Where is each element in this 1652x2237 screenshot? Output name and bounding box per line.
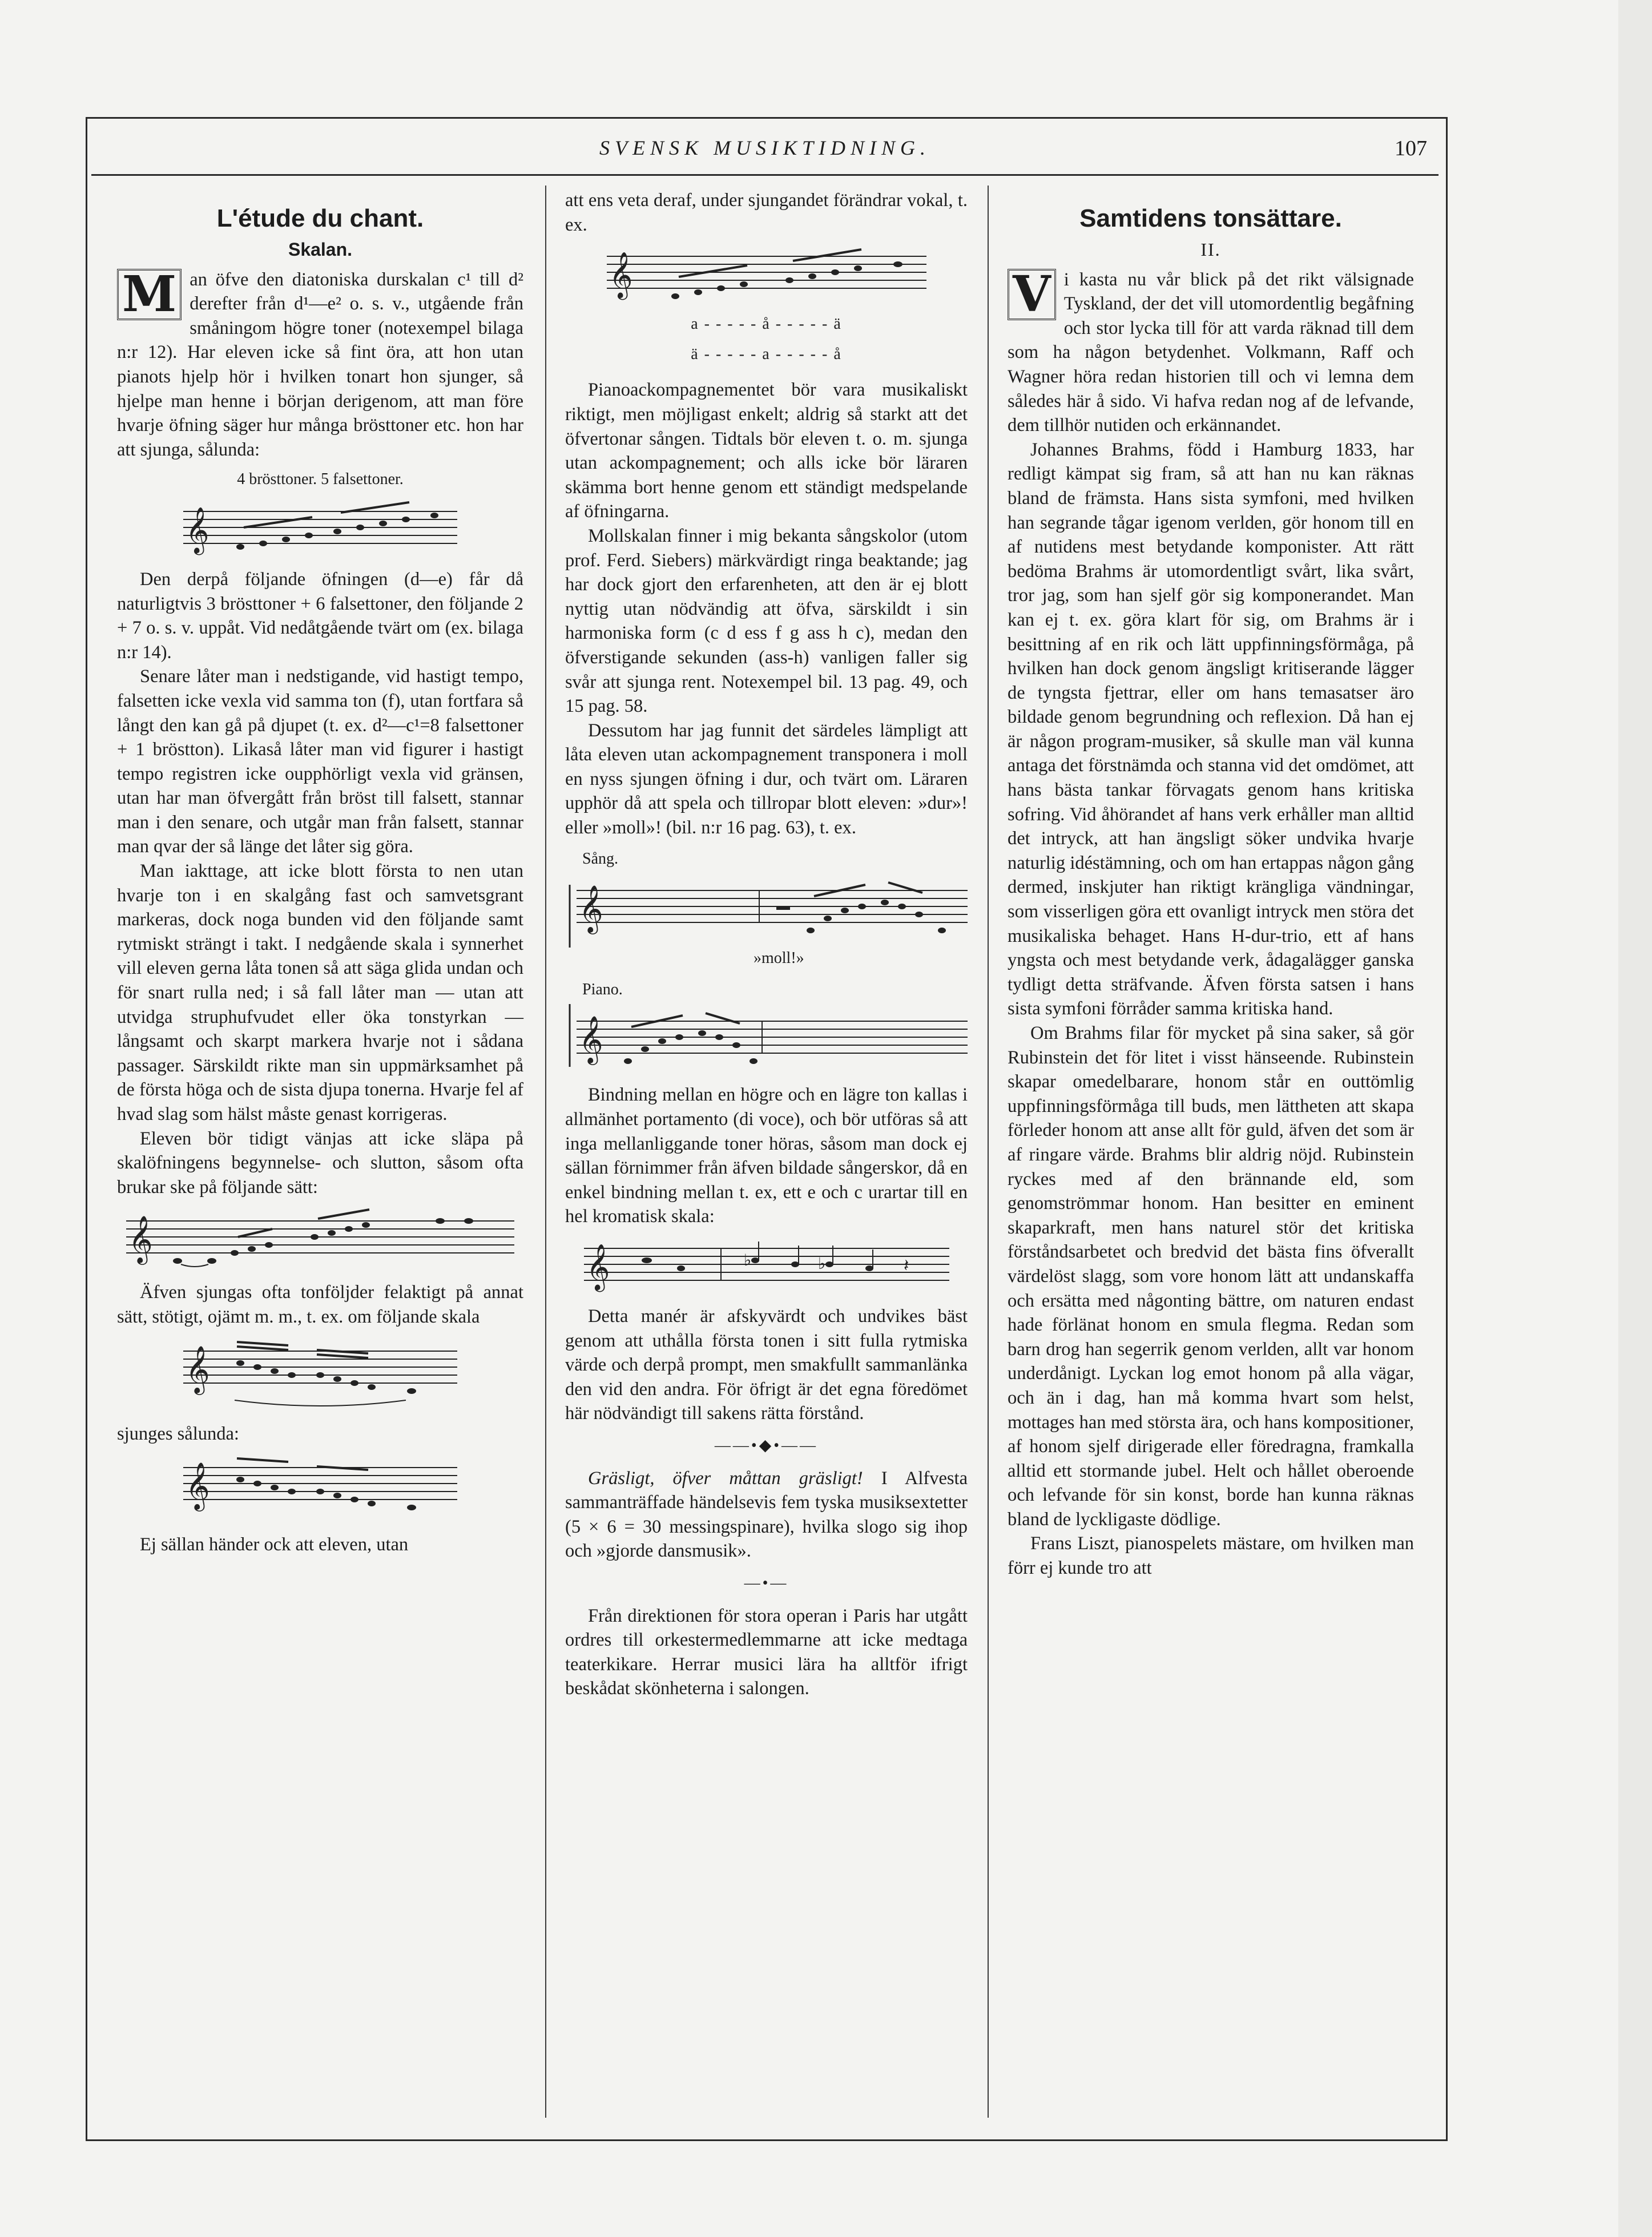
- column-3: [1008, 188, 1414, 1581]
- paragraph: [565, 1466, 968, 1563]
- paragraph-text: an öfve den diatoniska durskalan c¹ till d² derefter från d¹—e² o. s. v., utgående från småningom högre toner (notexempel bilaga n:r 12). Har eleven icke så fint öra, att hon utan pianots hjelp hör i hvilken tonart hon sjunger, så hjelpe man henne i början derigenom, att man före hvarje öfning säger hur många brösttoner etc. hon har att sjunga, sålunda:: [117, 269, 523, 460]
- music-example-1: [183, 500, 457, 557]
- paragraph: [1008, 265, 1414, 438]
- paragraph: Eleven bör tidigt vänjas att icke släpa på skalöfningens begynnelse- och slutton, såsom ofta brukar ske på följande sätt:: [117, 1128, 523, 1198]
- svg-text:𝄞: 𝄞: [186, 506, 209, 553]
- example-caption: 4 brösttoner. 5 falsettoner.: [237, 470, 404, 489]
- paragraph: [117, 265, 523, 462]
- paragraph: Johannes Brahms, född i Hamburg 1833, har redligt kämpat sig fram, så att han nu kan räknas bland de främsta. Hans sista symfoni, med hvilken han segrande tågar igenom verlden, gör honom till en af nutidens mest betydande komponister. Att rätt bedöma Brahms är utomordentligt svårt, lika svårt, tror jag, som han sjelf gör sig komponerandet. Man kan ej t. ex. göra klart för sig, om Brahms är i besittning af en rik och lätt uppfinningsförmåga, på hvilken han dock genom ängsligt kritiserande lägger de tyngsta fjettrar, eller om hans temasatser äro bildade genom begrundning och reflexion. Då han ej är någon program-musiker, så skulle man väl kunna antaga det förstnämda och stanna vid det omdömet, att hans bästa tankar förvagats genom hans kritiska sofring. Vid åhörandet af hans verk erhåller man alltid det intryck, att han ängsligt söker undvika hvarje naturlig idéstämning, och om han ertappas någon gång dermed, inskjuter han riktigt krängliga vändningar, som visserligen göra ett ovanligt intryck men störa det musikaliska behaget. Hans H-dur-trio, ett af hans yngsta och mest betydande verk, ådagalägger ganska tydligt detta sträfvande. Äfven första satsen i hans sista symfoni förråder samma kritiska hand.: [1008, 439, 1414, 1019]
- paragraph: Detta manér är afskyvärdt och undvikes bäst genom att uthålla första tonen i sitt fulla rytmiska värde och derpå prompt, men smakfullt sammanlänka den vid den andra. För öfrigt är det egna föredömet här nödvändigt till sakens rätta förstånd.: [565, 1306, 968, 1424]
- column-divider-1: [545, 186, 546, 2118]
- paragraph: Bindning mellan en högre och en lägre ton kallas i allmänhet portamento (di voce), och bör utföras så att inga mellanliggande toner höras, såsom man dock ej sällan förnimmer från äfven bildade sångerskor, då en enkel bindning mellan t. ex, ett e och c urartar till en hel kromatisk skala:: [565, 1085, 968, 1227]
- article-subtitle: Skalan.: [288, 239, 353, 260]
- music-example-4: [183, 1454, 457, 1522]
- music-example-song-staff: [565, 873, 968, 948]
- paragraph-text: i kasta nu vår blick på det rikt välsignade Tyskland, der det vill utomordentlig begåfning och stor lycka till för att varda räknad till dem som ha någon betydenhet. Volkmann, Raff och Wagner höra redan historien till och vi lemna dem således här å sido. Vi hafva redan nog af de lefvande, dem tillhör nutiden och erkännandet.: [1008, 269, 1414, 436]
- svg-text:𝄽: 𝄽: [903, 1256, 909, 1275]
- page-number: 107: [1395, 136, 1427, 160]
- page-header: [86, 131, 1444, 177]
- separator: —•—: [744, 1574, 789, 1592]
- paragraph: sjunges sålunda:: [117, 1423, 239, 1444]
- paragraph: Senare låter man i nedstigande, vid hastigt tempo, falsetten icke vexla vid samma ton (f), utan fortfara så långt den kan gå på djupet (t. ex. d²—c¹=8 falsettoner + 1 bröstton). Likaså låter man vid figurer i hastigt tempo registren icke oupphörligt vexla vid gränsen, utan har man öfvergått från bröst till falsett, stannar man i den senare, och utgår man från falsett, stannar man qvar der så länge det låter sig göra.: [117, 666, 523, 857]
- paragraph: Frans Liszt, pianospelets mästare, om hvilken man förr ej kunde tro att: [1008, 1533, 1414, 1579]
- music-example-3: [183, 1337, 457, 1412]
- drop-cap: M: [117, 269, 182, 320]
- svg-text:𝄞: 𝄞: [579, 884, 603, 933]
- svg-text:𝄞: 𝄞: [586, 1243, 610, 1290]
- svg-text:♭: ♭: [743, 1252, 751, 1269]
- svg-text:𝄞: 𝄞: [128, 1215, 153, 1263]
- scan-edge: [1618, 0, 1652, 2237]
- article-title: L'étude du chant.: [216, 204, 424, 232]
- paragraph-text: I Alfvesta sammanträffade händelsevis fem tyska musiksextetter (5 × 6 = 30 messingspinare), hvilka slogo sig ihop och »gjorde dansmusik».: [565, 1468, 968, 1562]
- journal-title: SVENSK MUSIKTIDNING.: [599, 136, 930, 159]
- paragraph: Äfven sjungas ofta tonföljder felaktigt på annat sätt, stötigt, ojämt m. m., t. ex. om följande skala: [117, 1282, 523, 1327]
- paragraph: Pianoackompagnementet bör vara musikaliskt riktigt, men möjligast enkelt; aldrig så starkt att det öfvertonar sången. Tidtals bör eleven t. o. m. sjunga utan ackompagnement; och alls icke bör läraren skämma bort henne genom ett ständigt medspelande af öfningarna.: [565, 380, 968, 522]
- paragraph: Den derpå följande öfningen (d—e) får då naturligtvis 3 brösttoner + 6 falsettoner, den följande 2 + 7 o. s. v. uppåt. Vid nedåtgående tvärt om (ex. bilaga n:r 14).: [117, 569, 523, 663]
- italic-lead: Gräsligt, öfver måttan gräsligt!: [588, 1468, 863, 1489]
- column-divider-2: [988, 186, 989, 2118]
- score-label-piano: Piano.: [582, 980, 623, 998]
- svg-text:𝄞: 𝄞: [186, 1344, 210, 1393]
- paragraph: Man iakttage, att icke blott första to nen utan hvarje ton i en skalgång fast och samvetsgrant markeras, dock noga bunden vid den följande samt rytmiskt strängt i takt. I nedgående skala i synnerhet vill eleven gerna låta tonen så att säga glida undan och för snart rulla ned; i så fall låter man — utan att utvidga struphufvudet eller öka tonstyrkan — långsamt och skarpt markera hvarje not i sådana passager. Särskildt rikte man sin uppmärksamhet på de första höga och de sista djupa tonerna. Hvarje fel af hvad slag som hälst måste genast korrigeras.: [117, 861, 523, 1124]
- column-2: [565, 188, 968, 1701]
- vowel-line-2: ä - - - - - a - - - - - å: [691, 345, 842, 363]
- paragraph: att ens veta deraf, under sjungandet förändrar vokal, t. ex.: [565, 190, 968, 235]
- paragraph: Från direktionen för stora operan i Paris har utgått ordres till orkestermedlemmarne att icke medtaga teaterkikare. Herrar musici lära ha alltför ifrigt beskådat skönheterna i salongen.: [565, 1605, 968, 1699]
- article-title: Samtidens tonsättare.: [1079, 204, 1342, 232]
- svg-text:𝄞: 𝄞: [186, 1461, 210, 1510]
- vowel-line-1: a - - - - - å - - - - - ä: [691, 315, 842, 333]
- header-rule: [91, 174, 1439, 176]
- music-example-chromatic: [584, 1237, 949, 1294]
- column-1: [117, 188, 523, 1557]
- article-subtitle: II.: [1200, 239, 1221, 260]
- svg-text:♭: ♭: [817, 1255, 825, 1273]
- paragraph: Dessutom har jag funnit det särdeles lämpligt att låta eleven utan ackompagnement transponera i moll en nyss sjungen öfning i dur, och tvärt om. Läraren upphör då att spela och tillropar blott eleven: »dur»! eller »moll»! (bil. n:r 16 pag. 63), t. ex.: [565, 720, 968, 839]
- svg-text:𝄞: 𝄞: [609, 251, 632, 299]
- svg-text:𝄞: 𝄞: [579, 1015, 603, 1063]
- music-example-vowels: [607, 245, 926, 302]
- paragraph: Om Brahms filar för mycket på sina saker, så gör Rubinstein det för litet i visst hänseende. Rubinstein skapar omedelbarare, honom står en outtömlig uppfinningsförmåga till buds, men lättheten att skapa förleder honom att anse allt för guld, äfven det som är af ringare värde. Brahms blir aldrig nöjd. Rubinstein ryckes med af den brännande eld, som genomströmmar honom. Han besitter en eminent skaparkraft, men hans naturel stör det kritiska förståndsarbetet och bredvid det bästa fins öfverallt värdelöst slagg, som vore honom lätt att undanskaffa och ersätta med någonting bättre, om naturen endast hade förlänat honom en smula flegma. Redan som barn drog han segerrik genom verlden, allt var honom underdånigt. Lyckan log emot honom på alla vägar, och än i dag, han må komma hvart som helst, mottages han med största ära, och hans kompositioner, af honom sjelf dirigerade eller föredragna, framkalla alltid ett stormande jubel. Helt och hållet oberoende och lefvande för sin konst, borde han kunna räknas bland de lyckligaste dödlige.: [1008, 1023, 1414, 1530]
- separator: ——•◆•——: [714, 1436, 819, 1454]
- drop-cap: V: [1008, 269, 1056, 320]
- paragraph: Mollskalan finner i mig bekanta sångskolor (utom prof. Ferd. Siebers) märkvärdigt ringa beaktande; jag har dock gjort den erfarenheten, att den är ej blott nyttig utan nödvändig att öfva, särskildt i sin harmoniska form (c d ess f g ass h c), medan den öfverstigande sekunden (ass-h) vanligen faller sig svår att sjunga rent. Notexempel bil. 13 pag. 49, och 15 pag. 58.: [565, 525, 968, 717]
- score-label-moll: »moll!»: [754, 949, 804, 968]
- paragraph: Ej sällan händer ock att eleven, utan: [140, 1534, 409, 1555]
- music-example-piano-staff: [565, 1004, 968, 1073]
- score-label-song: Sång.: [582, 849, 618, 868]
- music-example-2: [126, 1207, 514, 1270]
